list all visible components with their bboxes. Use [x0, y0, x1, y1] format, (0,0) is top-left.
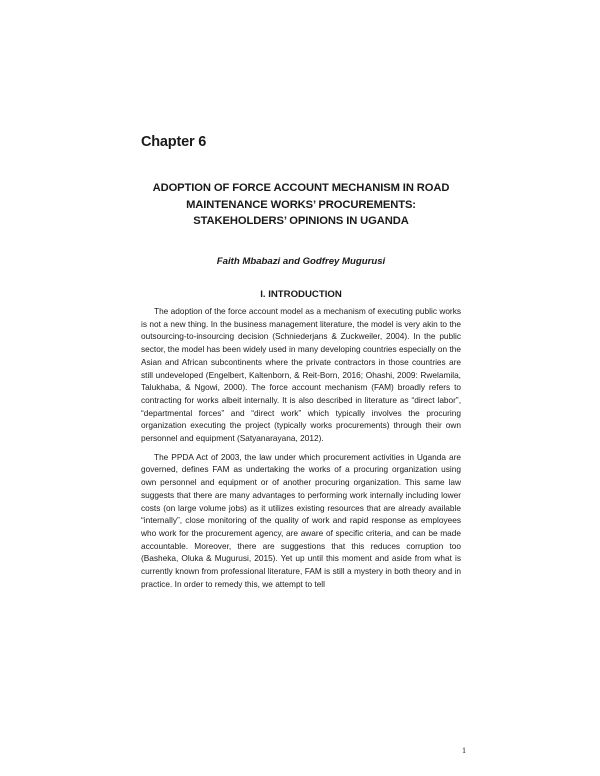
body-text	[141, 305, 461, 596]
section-heading: I. INTRODUCTION	[260, 289, 342, 300]
authors: Faith Mbabazi and Godfrey Mugurusi	[216, 256, 386, 267]
chapter-label: Chapter 6	[141, 134, 207, 150]
paragraph-2: The PPDA Act of 2003, the law under which procurement activities in Uganda are governed, defines FAM as undertaking the works of a procuring organization using own personnel and equipment or of another procuring organization. This same law suggests that there are many advantages to performing work internally including lower costs (on large volume jobs) as it utilizes existing resources that are already available “internally”, close monitoring of the quality of work and rapid response as employees who work for the procurement agency, are aware of specific criteria, and can be made accountable. Moreover, there are suggestions that this reduces corruption too (Basheka, Oluka & Mugurusi, 2015). Yet up until this moment and aside from what is currently known from professional literature, FAM is still a mystery in both theory and in practice. In order to remedy this, we attempt to tell	[141, 451, 461, 589]
page-number: 1	[462, 746, 466, 755]
paragraph-1: The adoption of the force account model as a mechanism of executing public works is not a new thing. In the business management literature, the model is very akin to the outsourcing-to-insourcing decision (Schniederjans & Zuckweiler, 2004). In the public sector, the model has been widely used in many developing countries especially on the Asian and African subcontinents where the private contractors in those countries are still undeveloped (Engelbert, Kaltenborn, & Reit-Born, 2016; Ohashi, 2009: Rwelamila, Talukhaba, & Ngowi, 2000). The force account mechanism (FAM) broadly refers to contracting for works albeit internally. It is also described in literature as “direct labor”, “departmental forces” and “direct work” which typically involves the procuring organization executing the project (typically works procurements) through their own personnel and equipment (Satyanarayana, 2012).	[141, 306, 461, 444]
chapter-title: ADOPTION OF FORCE ACCOUNT MECHANISM IN ROAD MAINTENANCE WORKS’ PROCUREMENTS: STAKEHOLDERS’ OPINIONS IN UGANDA	[152, 182, 450, 227]
